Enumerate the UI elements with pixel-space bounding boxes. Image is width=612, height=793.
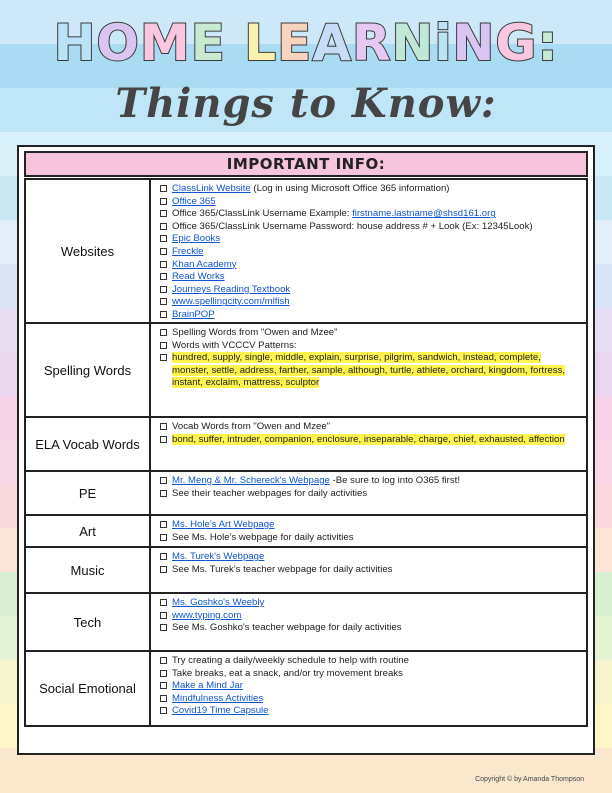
item-text — [172, 340, 580, 353]
important-info-card — [17, 145, 595, 755]
list-item — [160, 208, 580, 221]
list-item — [160, 597, 580, 610]
info-row-tech — [24, 594, 588, 652]
item-plain-text: See their teacher webpages for daily activities — [172, 487, 368, 499]
item-link[interactable]: Make a Mind Jar — [172, 680, 243, 692]
info-row-spelling-words — [24, 324, 588, 418]
item-plain-text: Office 365/ClassLink Username Password: house address # + Look (Ex: 12345Look) — [172, 220, 533, 232]
checkbox-icon[interactable] — [160, 553, 167, 560]
item-text — [172, 221, 580, 234]
item-text — [172, 246, 580, 259]
item-plain-text: Office 365/ClassLink Username Example: — [172, 208, 353, 220]
checkbox-icon[interactable] — [160, 521, 167, 528]
item-text — [172, 610, 580, 623]
row-items — [160, 551, 580, 576]
item-text — [172, 284, 580, 297]
item-plain-text: See Ms. Hole's webpage for daily activities — [172, 531, 354, 543]
checkbox-icon[interactable] — [160, 707, 167, 714]
item-text — [172, 475, 580, 488]
row-items — [160, 421, 580, 446]
list-item — [160, 352, 580, 390]
checkbox-icon[interactable] — [160, 612, 167, 619]
item-link[interactable]: Khan Academy — [172, 258, 237, 270]
list-item — [160, 655, 580, 668]
item-text — [172, 668, 580, 681]
item-text — [172, 233, 580, 246]
item-text — [172, 352, 580, 390]
checkbox-icon[interactable] — [160, 223, 167, 230]
item-link[interactable]: Ms. Hole's Art Webpage — [172, 519, 275, 530]
row-label: Social Emotional — [26, 652, 151, 725]
checkbox-icon[interactable] — [160, 423, 167, 430]
list-item — [160, 693, 580, 706]
checkbox-icon[interactable] — [160, 682, 167, 689]
item-plain-text: Vocab Words from "Owen and Mzee" — [172, 421, 331, 432]
list-item — [160, 532, 580, 545]
info-row-social-emotional — [24, 652, 588, 727]
row-label: Tech — [26, 594, 151, 650]
item-text — [172, 309, 580, 322]
list-item — [160, 668, 580, 681]
checkbox-icon[interactable] — [160, 534, 167, 541]
item-link[interactable]: Ms. Goshko's Weebly — [172, 597, 265, 608]
copyright-text: Copyright © by Amanda Thompson — [475, 776, 584, 783]
item-plain-text: See Ms. Turek's teacher webpage for daily activities — [172, 563, 393, 575]
item-link[interactable]: www.typing.com — [172, 609, 242, 621]
item-text — [172, 327, 580, 340]
list-item — [160, 296, 580, 309]
checkbox-icon[interactable] — [160, 185, 167, 192]
page-subtitle: Things to Know: — [115, 80, 497, 127]
list-item — [160, 475, 580, 488]
row-label: Music — [26, 548, 151, 592]
checkbox-icon[interactable] — [160, 329, 167, 336]
list-item — [160, 434, 580, 447]
list-item — [160, 680, 580, 693]
checkbox-icon[interactable] — [160, 566, 167, 573]
item-link[interactable]: Office 365 — [172, 195, 216, 207]
page-title — [0, 14, 612, 72]
row-label: Art — [26, 516, 151, 546]
checkbox-icon[interactable] — [160, 273, 167, 280]
checkbox-icon[interactable] — [160, 286, 167, 293]
list-item — [160, 421, 580, 434]
row-items — [160, 655, 580, 718]
item-link[interactable]: Mr. Meng & Mr. Schereck's Webpage — [172, 475, 330, 486]
list-item — [160, 271, 580, 284]
title-letter: R — [352, 14, 392, 72]
item-text — [172, 655, 580, 668]
checkbox-icon[interactable] — [160, 248, 167, 255]
item-link[interactable]: www.spellingcity.com/mlfish — [172, 296, 290, 308]
checkbox-icon[interactable] — [160, 695, 167, 702]
item-text — [172, 532, 580, 545]
item-text — [172, 434, 580, 447]
info-row-art — [24, 516, 588, 548]
title-word-home — [54, 14, 226, 72]
list-item — [160, 196, 580, 209]
list-item — [160, 246, 580, 259]
info-row-music — [24, 548, 588, 594]
title-letter: H — [53, 14, 97, 72]
row-items — [160, 519, 580, 544]
item-link[interactable]: Freckle — [172, 245, 204, 257]
item-note: (Log in using Microsoft Office 365 information) — [250, 183, 450, 194]
row-items — [160, 475, 580, 500]
info-row-pe — [24, 472, 588, 516]
info-row-ela-vocab-words — [24, 418, 588, 472]
item-text — [172, 622, 580, 635]
checkbox-icon[interactable] — [160, 261, 167, 268]
title-letter: : — [537, 14, 559, 72]
list-item — [160, 284, 580, 297]
item-text — [172, 693, 580, 706]
title-letter: N — [452, 14, 496, 72]
list-item — [160, 622, 580, 635]
title-letter: i — [434, 14, 453, 72]
item-link[interactable]: BrainPOP — [172, 308, 215, 320]
item-text — [172, 208, 580, 221]
item-link[interactable]: Covid19 Time Capsule — [172, 705, 269, 717]
item-text — [172, 488, 580, 501]
item-plain-text: Try creating a daily/weekly schedule to help with routine — [172, 655, 409, 666]
item-link[interactable]: Read Works — [172, 271, 225, 283]
list-item — [160, 705, 580, 718]
item-text — [172, 597, 580, 610]
item-plain-text: Words with VCCCV Patterns: — [172, 339, 297, 351]
item-text — [172, 271, 580, 284]
title-letter: G — [495, 14, 538, 72]
list-item — [160, 327, 580, 340]
title-letter: L — [244, 14, 278, 72]
item-link[interactable]: firstname.lastname@shsd161.org — [352, 208, 496, 220]
list-item — [160, 259, 580, 272]
row-items — [160, 327, 580, 390]
item-text — [172, 196, 580, 209]
title-letter: N — [391, 14, 435, 72]
checkbox-icon[interactable] — [160, 670, 167, 677]
item-link[interactable]: ClassLink Website — [172, 183, 251, 194]
item-link[interactable]: Mindfulness Activities — [172, 692, 264, 704]
item-note: -Be sure to log into O365 first! — [329, 475, 461, 486]
item-text — [172, 551, 580, 564]
row-items — [160, 183, 580, 322]
checkbox-icon[interactable] — [160, 298, 167, 305]
list-item — [160, 564, 580, 577]
item-plain-text: Spelling Words from "Owen and Mzee" — [172, 327, 338, 338]
checkbox-icon[interactable] — [160, 198, 167, 205]
row-label: Spelling Words — [26, 324, 151, 416]
checkbox-icon[interactable] — [160, 624, 167, 631]
item-link[interactable]: Epic Books — [172, 233, 220, 245]
title-letter: O — [96, 14, 140, 72]
checkbox-icon[interactable] — [160, 210, 167, 217]
checkbox-icon[interactable] — [160, 235, 167, 242]
checkbox-icon[interactable] — [160, 599, 167, 606]
list-item — [160, 183, 580, 196]
item-text — [172, 183, 580, 196]
item-plain-text: Take breaks, eat a snack, and/or try movement breaks — [172, 667, 403, 679]
row-items — [160, 597, 580, 635]
title-word-learning — [244, 14, 558, 72]
item-text — [172, 680, 580, 693]
list-item — [160, 488, 580, 501]
checkbox-icon[interactable] — [160, 342, 167, 349]
checkbox-icon[interactable] — [160, 477, 167, 484]
title-letter: A — [312, 14, 353, 72]
item-text — [172, 421, 580, 434]
list-item — [160, 519, 580, 532]
title-letter: E — [277, 14, 313, 72]
title-letter: E — [190, 14, 226, 72]
item-link[interactable]: Ms. Turek's Webpage — [172, 551, 265, 562]
item-link[interactable]: Journeys Reading Textbook — [172, 283, 291, 295]
row-label: Websites — [26, 180, 151, 322]
checkbox-icon[interactable] — [160, 490, 167, 497]
item-text — [172, 705, 580, 718]
checkbox-icon[interactable] — [160, 311, 167, 318]
list-item — [160, 233, 580, 246]
info-row-websites — [24, 178, 588, 324]
row-label: ELA Vocab Words — [26, 418, 151, 470]
card-heading: IMPORTANT INFO: — [24, 151, 588, 177]
list-item — [160, 610, 580, 623]
item-text — [172, 296, 580, 309]
checkbox-icon[interactable] — [160, 354, 167, 361]
item-plain-text: See Ms. Goshko's teacher webpage for daily activities — [172, 622, 402, 634]
list-item — [160, 340, 580, 353]
checkbox-icon[interactable] — [160, 657, 167, 664]
item-text — [172, 564, 580, 577]
highlighted-word-list: hundred, supply, single, middle, explain, surprise, pilgrim, sandwich, instead, complete, monster, settle, address, farther, sample, although, turtle, athlete, orchard, kingdom, fortress, instant, exclaim, mattress, sculptor — [172, 352, 566, 389]
list-item — [160, 221, 580, 234]
item-text — [172, 519, 580, 532]
row-label: PE — [26, 472, 151, 514]
item-text — [172, 259, 580, 272]
highlighted-word-list: bond, suffer, intruder, companion, enclosure, inseparable, charge, chief, exhausted, affection — [172, 433, 565, 445]
list-item — [160, 551, 580, 564]
list-item — [160, 309, 580, 322]
title-letter: M — [139, 14, 191, 72]
checkbox-icon[interactable] — [160, 436, 167, 443]
